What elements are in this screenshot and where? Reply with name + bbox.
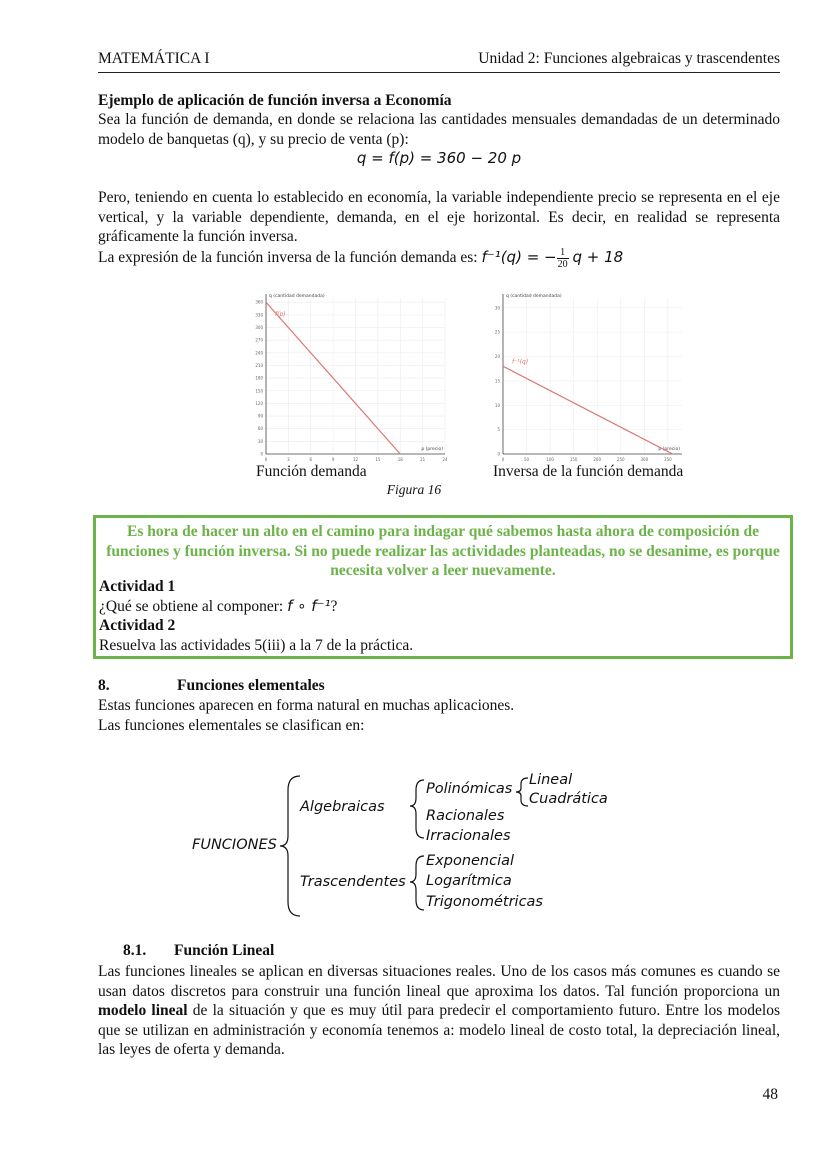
chart1-xtick-2: 6 bbox=[309, 457, 313, 462]
inverse-lhs: f⁻¹(q) = − bbox=[481, 248, 557, 267]
activity1-title: Actividad 1 bbox=[99, 578, 176, 595]
section8-title: Funciones elementales bbox=[177, 677, 325, 694]
fraction-denominator: 20 bbox=[557, 259, 568, 270]
example-paragraph: Pero, teniendo en cuenta lo establecido en economía, la variable independiente precio se representa en el eje vertical, y la variable dependiente, demanda, en el eje horizontal. Es decir, en realidad se representa gráficamente la función inversa. bbox=[98, 189, 780, 245]
chart2-xtick-6: 300 bbox=[640, 457, 649, 462]
tree-irracionales: Irracionales bbox=[426, 828, 511, 844]
chart1-xtick-1: 3 bbox=[287, 457, 290, 462]
chart2-xtick-0: 0 bbox=[501, 457, 505, 462]
activity1-end: ? bbox=[330, 597, 338, 615]
example-intro: Sea la función de demanda, en donde se relaciona las cantidades mensuales demandadas de un determinado modelo de banquetas (q), y su precio de venta (p): bbox=[98, 111, 780, 148]
section81-text-before: Las funciones lineales se aplican en diversas situaciones reales. Uno de los casos más comunes es cuando se usan datos discretos para construir una función lineal que aproxima los datos. Tal función proporciona un bbox=[98, 963, 780, 1000]
figure-caption: Figura 16 bbox=[386, 482, 442, 497]
section8-line2: Las funciones elementales se clasifican en: bbox=[98, 717, 365, 734]
chart1-xtick-4: 12 bbox=[352, 457, 359, 462]
chart2-ytick-3: 15 bbox=[494, 378, 500, 384]
activity2-text: Resuelva las actividades 5(iii) a la 7 de la práctica. bbox=[99, 636, 414, 654]
section81-number: 8.1. bbox=[123, 942, 147, 959]
chart1-xlabel: p (precio) bbox=[421, 447, 443, 452]
chart1-series-label-0: f(p) bbox=[275, 311, 286, 319]
chart2-ytick-1: 5 bbox=[497, 427, 500, 433]
chart1-xtick-7: 21 bbox=[420, 457, 426, 462]
section8-line1: Estas funciones aparecen en forma natural en muchas aplicaciones. bbox=[98, 697, 515, 714]
chart1-xtick-6: 18 bbox=[397, 457, 403, 462]
trascendentes-brace bbox=[410, 856, 424, 910]
chart2-caption: Inversa de la función demanda bbox=[493, 463, 684, 480]
example-title: Ejemplo de aplicación de función inversa a Economía bbox=[98, 92, 452, 109]
section8-number: 8. bbox=[98, 677, 110, 694]
chart2-ylabel: q (cantidad demandada) bbox=[506, 294, 562, 299]
header-unit: Unidad 2: Funciones algebraicas y trascendentes bbox=[478, 50, 780, 67]
chart1-ytick-5: 150 bbox=[255, 388, 263, 394]
root-brace bbox=[280, 776, 300, 916]
chart2-ytick-4: 20 bbox=[494, 354, 500, 359]
chart1-ytick-7: 210 bbox=[255, 362, 263, 368]
chart2-xtick-3: 150 bbox=[569, 457, 578, 462]
chart1-ytick-0: 0 bbox=[260, 451, 263, 457]
chart1-ytick-11: 330 bbox=[255, 312, 263, 318]
chart1-caption: Función demanda bbox=[256, 463, 367, 480]
section81-bold-term: modelo lineal bbox=[98, 1002, 188, 1019]
chart1-xtick-5: 15 bbox=[375, 457, 381, 462]
chart1-xtick-3: 9 bbox=[331, 457, 335, 462]
fraction-numerator: 1 bbox=[557, 247, 569, 259]
chart2-ytick-2: 10 bbox=[494, 402, 500, 408]
tree-racionales: Racionales bbox=[426, 808, 505, 824]
tree-trascendentes: Trascendentes bbox=[300, 874, 406, 890]
polinomicas-brace bbox=[516, 778, 528, 806]
activity1-text: ¿Qué se obtiene al componer: bbox=[99, 597, 284, 615]
chart2-xlabel: p (precio) bbox=[658, 447, 680, 452]
chart1-xtick-0: 0 bbox=[264, 457, 268, 462]
chart2-xtick-2: 100 bbox=[546, 457, 554, 462]
section81-title: Función Lineal bbox=[174, 942, 275, 959]
chart1-xtick-8: 24 bbox=[442, 457, 448, 462]
tree-exponencial: Exponencial bbox=[426, 853, 515, 869]
inverse-text: La expresión de la función inversa de la función demanda es: bbox=[98, 249, 478, 267]
tree-trigonometricas: Trigonométricas bbox=[426, 894, 543, 910]
tree-algebraicas: Algebraicas bbox=[300, 799, 385, 815]
activity2-title: Actividad 2 bbox=[99, 617, 176, 634]
chart1-ytick-4: 120 bbox=[255, 400, 263, 406]
tree-root: FUNCIONES bbox=[192, 837, 277, 853]
chart2-xtick-5: 250 bbox=[616, 457, 625, 462]
inverse-rhs: q + 18 bbox=[572, 248, 624, 267]
chart2-ytick-6: 30 bbox=[494, 305, 500, 311]
chart1-ylabel: q (cantidad demandada) bbox=[269, 294, 325, 299]
chart1-ytick-1: 30 bbox=[257, 438, 263, 444]
chart1-ytick-3: 90 bbox=[257, 413, 263, 419]
callout-message: Es hora de hacer un alto en el camino para indagar qué sabemos hasta ahora de composición de funciones y función inversa. Si no puede realizar las actividades planteadas, no se desanime, es porque necesita volver a leer nuevamente. bbox=[106, 523, 780, 579]
chart1-ytick-12: 360 bbox=[255, 299, 263, 305]
chart1-ytick-10: 300 bbox=[255, 325, 263, 331]
chart2-xtick-1: 50 bbox=[524, 457, 530, 462]
chart2-ytick-5: 25 bbox=[494, 329, 500, 335]
algebraicas-brace bbox=[410, 780, 424, 838]
chart2-ytick-0: 0 bbox=[497, 451, 500, 457]
chart2-xtick-7: 350 bbox=[664, 457, 672, 462]
chart1-ytick-8: 240 bbox=[255, 350, 263, 356]
header-course: MATEMÁTICA I bbox=[98, 50, 210, 67]
page-number: 48 bbox=[762, 1086, 778, 1103]
chart1-ytick-9: 270 bbox=[255, 337, 263, 343]
demand-formula: q = f(p) = 360 − 20 p bbox=[356, 149, 522, 167]
section81-paragraph bbox=[98, 962, 780, 1060]
tree-logaritmica: Logarítmica bbox=[426, 873, 512, 889]
chart2-xtick-4: 200 bbox=[593, 457, 602, 462]
tree-cuadratica: Cuadrática bbox=[529, 791, 608, 807]
tree-lineal: Lineal bbox=[529, 772, 573, 788]
activity1-math: f ∘ f⁻¹ bbox=[287, 596, 331, 615]
section81-text-after: de la situación y que es muy útil para predecir el comportamiento futuro. Entre los modelos que se utilizan en administración y economía tenemos a: modelo lineal de costo total, la depreciación lineal, las leyes de oferta y demanda. bbox=[98, 1002, 781, 1058]
tree-polinomicas: Polinómicas bbox=[426, 781, 513, 797]
chart1-ytick-6: 180 bbox=[255, 375, 263, 381]
chart1-ytick-2: 60 bbox=[257, 426, 263, 432]
chart2-series-label-0: f⁻¹(q) bbox=[512, 358, 529, 366]
